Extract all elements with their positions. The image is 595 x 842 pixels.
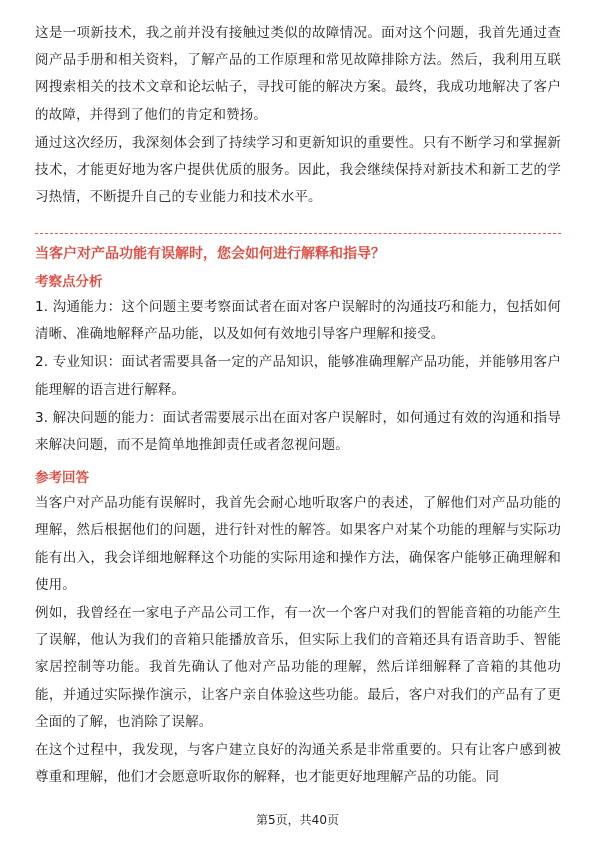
analysis-item-1: 1. 沟通能力：这个问题主要考察面试者在面对客户误解时的沟通技巧和能力，包括如何清晰、准确地解释产品功能，以及如何有效地引导客户理解和接受。 bbox=[35, 299, 561, 343]
intro-section bbox=[35, 20, 561, 211]
intro-paragraph-2: 通过这次经历，我深刻体会到了持续学习和更新知识的重要性。只有不断学习和掌握新技术，才能更好地为客户提供优质的服务。因此，我会继续保持对新技术和新工艺的学习热情，不断提升自己的专业能力和技术水平。 bbox=[35, 134, 561, 206]
answer-paragraph-2: 例如，我曾经在一家电子产品公司工作，有一次一个客户对我们的智能音箱的功能产生了误解，他认为我们的音箱只能播放音乐，但实际上我们的音箱还具有语音助手、智能家居控制等功能。我首先确认了他对产品功能的理解，然后详细解释了音箱的其他功能，并通过实际操作演示，让客户亲自体验这些功能。最后，客户对我们的产品有了更全面的了解，也消除了误解。 bbox=[35, 605, 561, 730]
intro-paragraph-1: 这是一项新技术，我之前并没有接触过类似的故障情况。面对这个问题，我首先通过查阅产品手册和相关资料，了解产品的工作原理和常见故障排除方法。然后，我利用互联网搜索相关的技术文章和论坛帖子，寻找可能的解决方案。最终，我成功地解决了客户的故障，并得到了他们的肯定和赞扬。 bbox=[35, 25, 561, 123]
answer-heading: 参考回答 bbox=[35, 470, 89, 487]
page-number-footer: 第5页，共40页 bbox=[256, 813, 339, 827]
qa-section bbox=[35, 243, 561, 791]
answer-paragraph-1: 当客户对产品功能有误解时，我首先会耐心地听取客户的表述，了解他们对产品功能的理解，然后根据他们的问题，进行针对性的解答。如果客户对某个功能的理解与实际功能有出入，我会详细地解释这个功能的实际用途和操作方法，确保客户能够正确理解和使用。 bbox=[35, 495, 561, 593]
question-title: 当客户对产品功能有误解时，您会如何进行解释和指导？ bbox=[35, 246, 385, 262]
answer-paragraph-3: 在这个过程中，我发现，与客户建立良好的沟通关系是非常重要的。只有让客户感到被尊重和理解，他们才会愿意听取你的解释，也才能更好地理解产品的功能。同 bbox=[35, 742, 561, 786]
analysis-item-3: 3. 解决问题的能力：面试者需要展示出在面对客户误解时，如何通过有效的沟通和指导来解决问题，而不是简单地推卸责任或者忽视问题。 bbox=[35, 409, 561, 454]
section-divider bbox=[35, 233, 561, 234]
analysis-heading: 考察点分析 bbox=[35, 274, 103, 290]
analysis-item-2: 2. 专业知识：面试者需要具备一定的产品知识，能够准确理解产品功能，并能够用客户能理解的语言进行解释。 bbox=[35, 354, 561, 398]
